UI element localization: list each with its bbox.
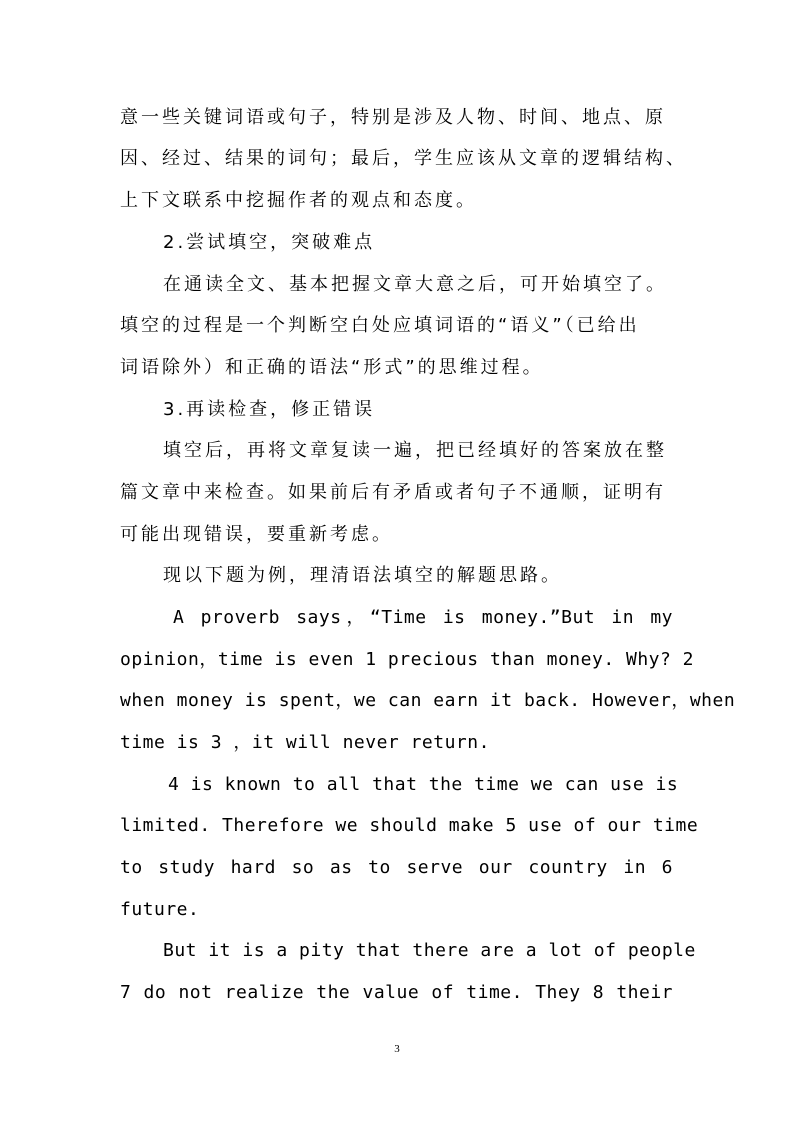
passage-line: 4 is known to all that the time we can use is [168,774,679,795]
passage-line: But it is a pity that there are a lot of people [163,940,696,961]
text-line: 意一些关键词语或句子，特别是涉及人物、时间、地点、原 [120,107,666,128]
passage-line: limited. Therefore we should make 5 use of our time [120,815,699,836]
text-line: 词语除外）和正确的语法“形式”的思维过程。 [120,357,544,378]
text-line: 填空的过程是一个判断空白处应填词语的“语义”（已给出 [120,315,640,336]
text-line: 可能出现错误，要重新考虑。 [120,524,393,545]
text-line: 上下文联系中挖掘作者的观点和态度。 [120,190,477,211]
text-line: 在通读全文、基本把握文章大意之后，可开始填空了。 [163,274,667,295]
passage-line: time is 3 ，it will never return. [120,732,490,753]
section-heading: 3.再读检查，修正错误 [163,399,376,420]
section-heading: 2.尝试填空，突破难点 [163,232,376,253]
passage-line: when money is spent，we can earn it back. However，when [120,690,736,711]
passage-line: A proverb says，“Time is money.”But in my [173,607,673,628]
passage-line: future. [120,899,200,920]
text-line: 因、经过、结果的词句；最后，学生应该从文章的逻辑结构、 [120,148,687,169]
passage-line: opinion，time is even 1 precious than money. Why? 2 [120,649,695,670]
passage-line: 7 do not realize the value of time. They 8 their [120,982,673,1003]
text-line: 篇文章中来检查。如果前后有矛盾或者句子不通顺，证明有 [120,482,666,503]
page-number: 3 [394,1043,400,1055]
text-line: 填空后，再将文章复读一遍，把已经填好的答案放在整 [163,440,667,461]
passage-line: to study hard so as to serve our country in 6 [120,857,673,878]
text-line: 现以下题为例，理清语法填空的解题思路。 [163,565,562,586]
